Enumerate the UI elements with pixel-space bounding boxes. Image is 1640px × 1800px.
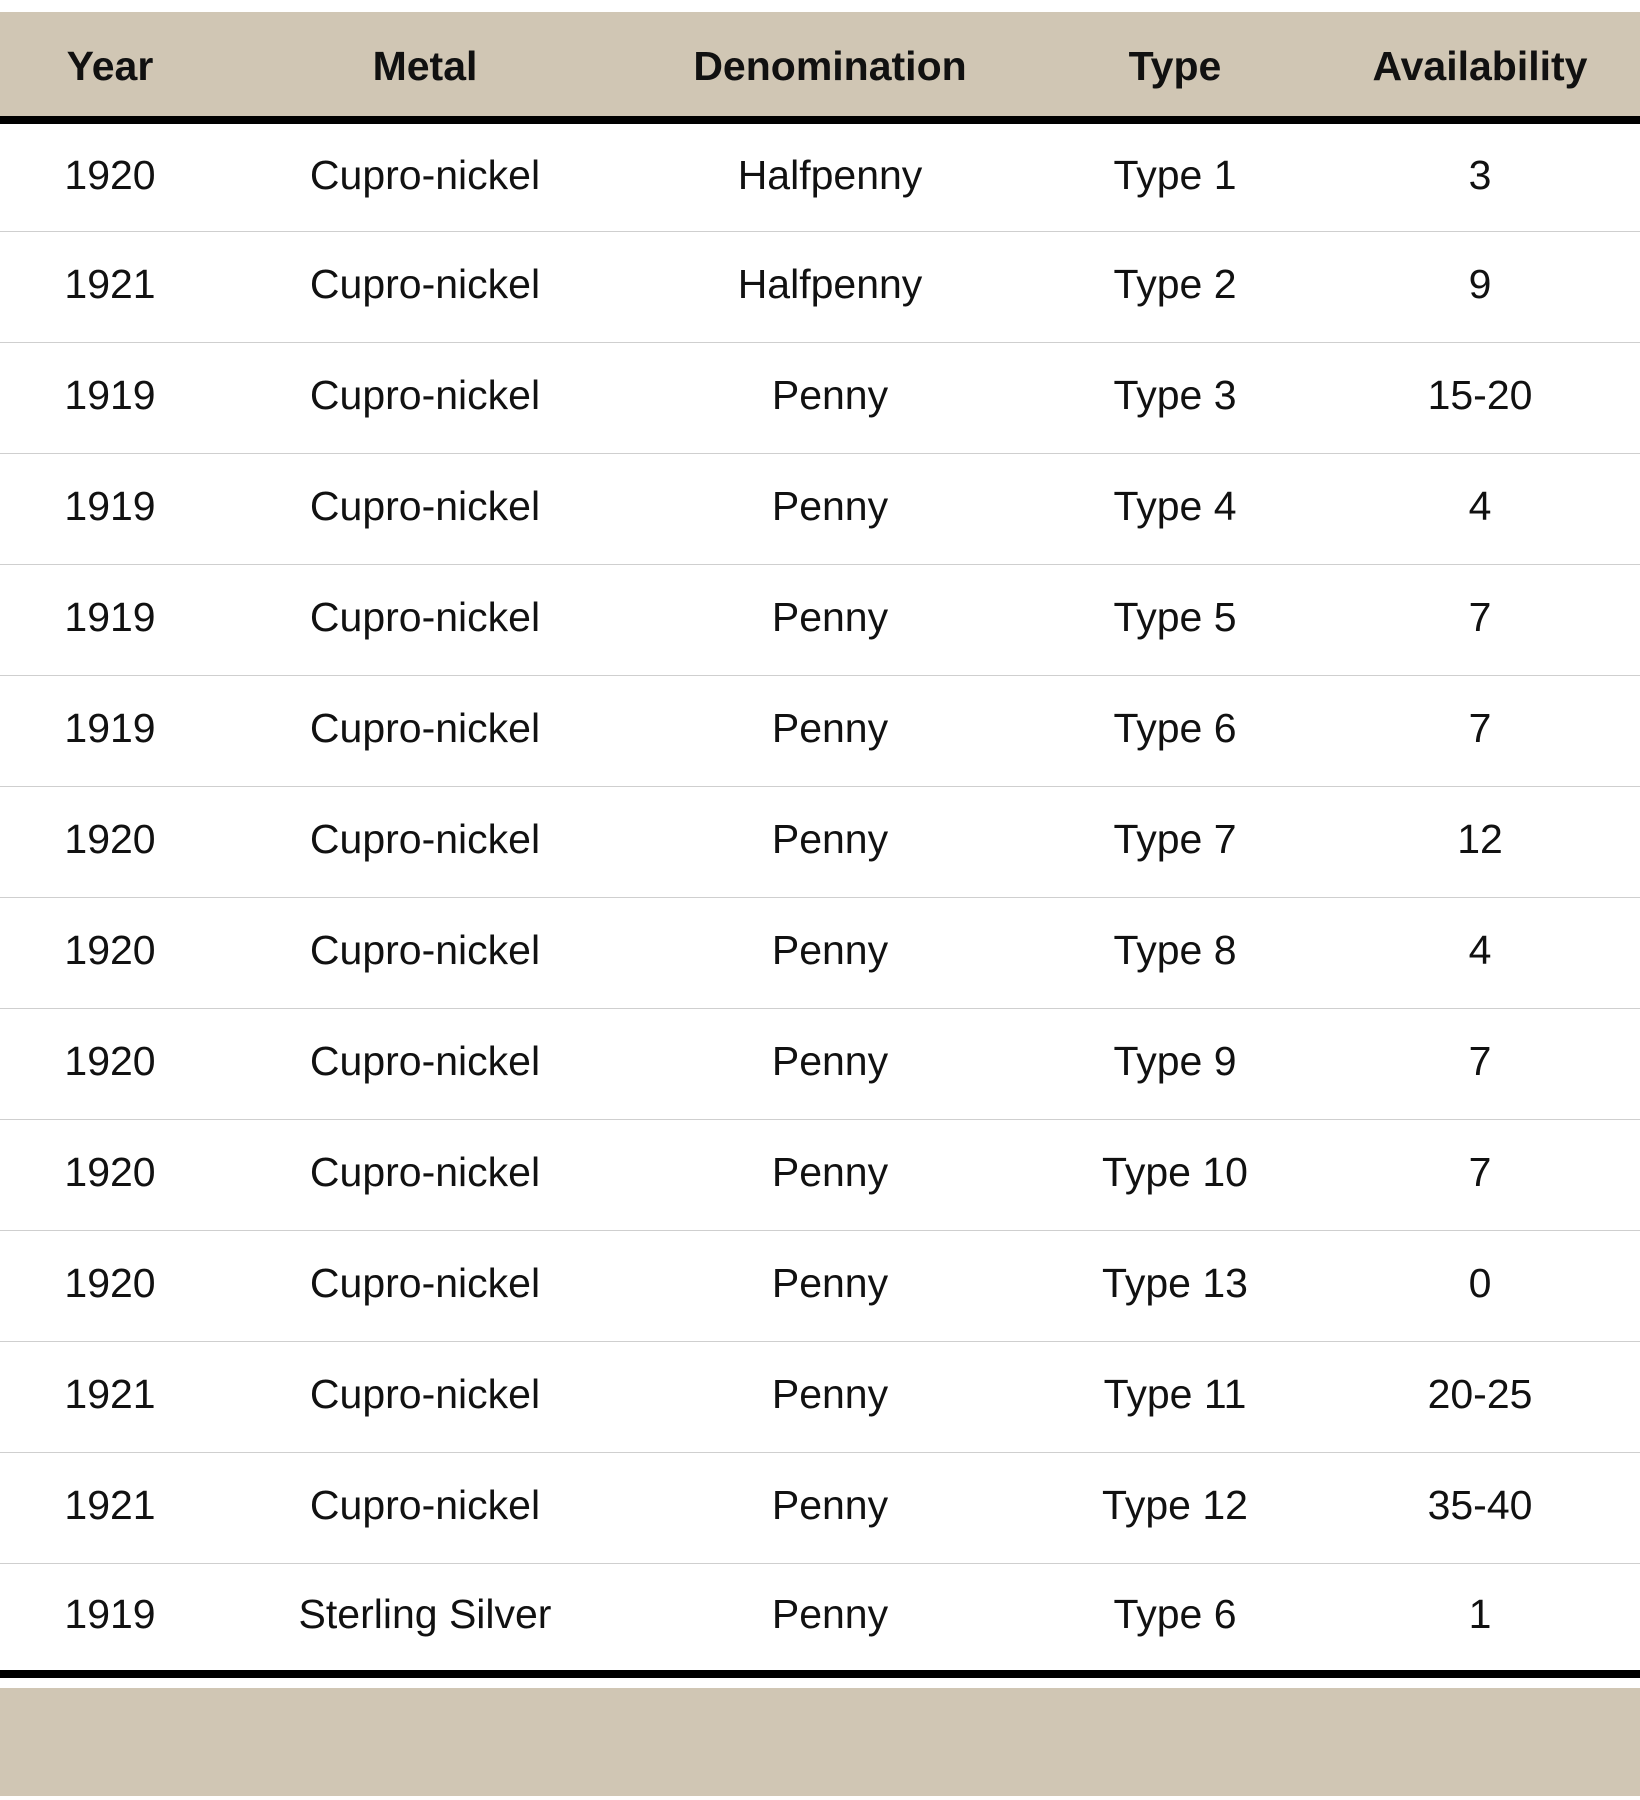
table-row	[0, 231, 1640, 342]
cell-type: Type 12	[1030, 1452, 1320, 1563]
table-row	[0, 453, 1640, 564]
cell-denomination: Penny	[630, 786, 1030, 897]
cell-metal: Cupro-nickel	[220, 120, 630, 231]
cell-type: Type 9	[1030, 1008, 1320, 1119]
cell-metal: Cupro-nickel	[220, 1008, 630, 1119]
cell-type: Type 13	[1030, 1230, 1320, 1341]
cell-year: 1921	[0, 1452, 220, 1563]
table-row	[0, 675, 1640, 786]
table-row	[0, 120, 1640, 231]
cell-metal: Cupro-nickel	[220, 675, 630, 786]
table-row	[0, 1008, 1640, 1119]
table-row	[0, 1230, 1640, 1341]
cell-denomination: Halfpenny	[630, 231, 1030, 342]
cell-metal: Cupro-nickel	[220, 1119, 630, 1230]
cell-year: 1920	[0, 1119, 220, 1230]
cell-type: Type 10	[1030, 1119, 1320, 1230]
table-row	[0, 1563, 1640, 1674]
cell-type: Type 5	[1030, 564, 1320, 675]
table-header	[0, 12, 1640, 120]
cell-denomination: Penny	[630, 453, 1030, 564]
cell-type: Type 4	[1030, 453, 1320, 564]
header-type: Type	[1030, 12, 1320, 120]
cell-year: 1919	[0, 453, 220, 564]
table-row	[0, 564, 1640, 675]
cell-metal: Cupro-nickel	[220, 453, 630, 564]
cell-availability: 3	[1320, 120, 1640, 231]
cell-metal: Cupro-nickel	[220, 564, 630, 675]
cell-denomination: Halfpenny	[630, 120, 1030, 231]
cell-type: Type 7	[1030, 786, 1320, 897]
cell-availability: 7	[1320, 675, 1640, 786]
cell-year: 1920	[0, 120, 220, 231]
cell-denomination: Penny	[630, 1452, 1030, 1563]
header-denomination: Denomination	[630, 12, 1030, 120]
table-row	[0, 1341, 1640, 1452]
cell-availability: 15-20	[1320, 342, 1640, 453]
header-availability: Availability	[1320, 12, 1640, 120]
cell-availability: 12	[1320, 786, 1640, 897]
coin-availability-table-wrapper	[0, 12, 1640, 1678]
cell-type: Type 3	[1030, 342, 1320, 453]
cell-denomination: Penny	[630, 342, 1030, 453]
cell-metal: Cupro-nickel	[220, 1452, 630, 1563]
cell-year: 1921	[0, 1341, 220, 1452]
coin-availability-table	[0, 12, 1640, 1678]
cell-denomination: Penny	[630, 564, 1030, 675]
cell-type: Type 6	[1030, 1563, 1320, 1674]
cell-denomination: Penny	[630, 1119, 1030, 1230]
cell-year: 1920	[0, 1230, 220, 1341]
cell-denomination: Penny	[630, 675, 1030, 786]
cell-availability: 4	[1320, 453, 1640, 564]
cell-denomination: Penny	[630, 1563, 1030, 1674]
cell-availability: 1	[1320, 1563, 1640, 1674]
cell-availability: 20-25	[1320, 1341, 1640, 1452]
cell-year: 1920	[0, 897, 220, 1008]
cell-denomination: Penny	[630, 1341, 1030, 1452]
cell-availability: 9	[1320, 231, 1640, 342]
cell-year: 1919	[0, 675, 220, 786]
table-footer-band	[0, 1688, 1640, 1796]
cell-type: Type 6	[1030, 675, 1320, 786]
cell-availability: 35-40	[1320, 1452, 1640, 1563]
cell-metal: Cupro-nickel	[220, 231, 630, 342]
cell-metal: Cupro-nickel	[220, 786, 630, 897]
cell-type: Type 1	[1030, 120, 1320, 231]
table-row	[0, 1452, 1640, 1563]
table-row	[0, 1119, 1640, 1230]
cell-type: Type 8	[1030, 897, 1320, 1008]
table-row	[0, 897, 1640, 1008]
cell-year: 1919	[0, 1563, 220, 1674]
table-row	[0, 342, 1640, 453]
table-row	[0, 786, 1640, 897]
cell-denomination: Penny	[630, 897, 1030, 1008]
cell-availability: 0	[1320, 1230, 1640, 1341]
cell-year: 1919	[0, 342, 220, 453]
cell-metal: Cupro-nickel	[220, 342, 630, 453]
cell-denomination: Penny	[630, 1008, 1030, 1119]
cell-metal: Sterling Silver	[220, 1563, 630, 1674]
cell-metal: Cupro-nickel	[220, 1341, 630, 1452]
header-row	[0, 12, 1640, 120]
cell-year: 1921	[0, 231, 220, 342]
cell-type: Type 2	[1030, 231, 1320, 342]
cell-type: Type 11	[1030, 1341, 1320, 1452]
cell-availability: 4	[1320, 897, 1640, 1008]
cell-metal: Cupro-nickel	[220, 1230, 630, 1341]
cell-year: 1920	[0, 786, 220, 897]
table-body	[0, 120, 1640, 1674]
cell-denomination: Penny	[630, 1230, 1030, 1341]
cell-availability: 7	[1320, 1119, 1640, 1230]
cell-year: 1920	[0, 1008, 220, 1119]
header-metal: Metal	[220, 12, 630, 120]
cell-metal: Cupro-nickel	[220, 897, 630, 1008]
cell-availability: 7	[1320, 1008, 1640, 1119]
cell-year: 1919	[0, 564, 220, 675]
cell-availability: 7	[1320, 564, 1640, 675]
header-year: Year	[0, 12, 220, 120]
